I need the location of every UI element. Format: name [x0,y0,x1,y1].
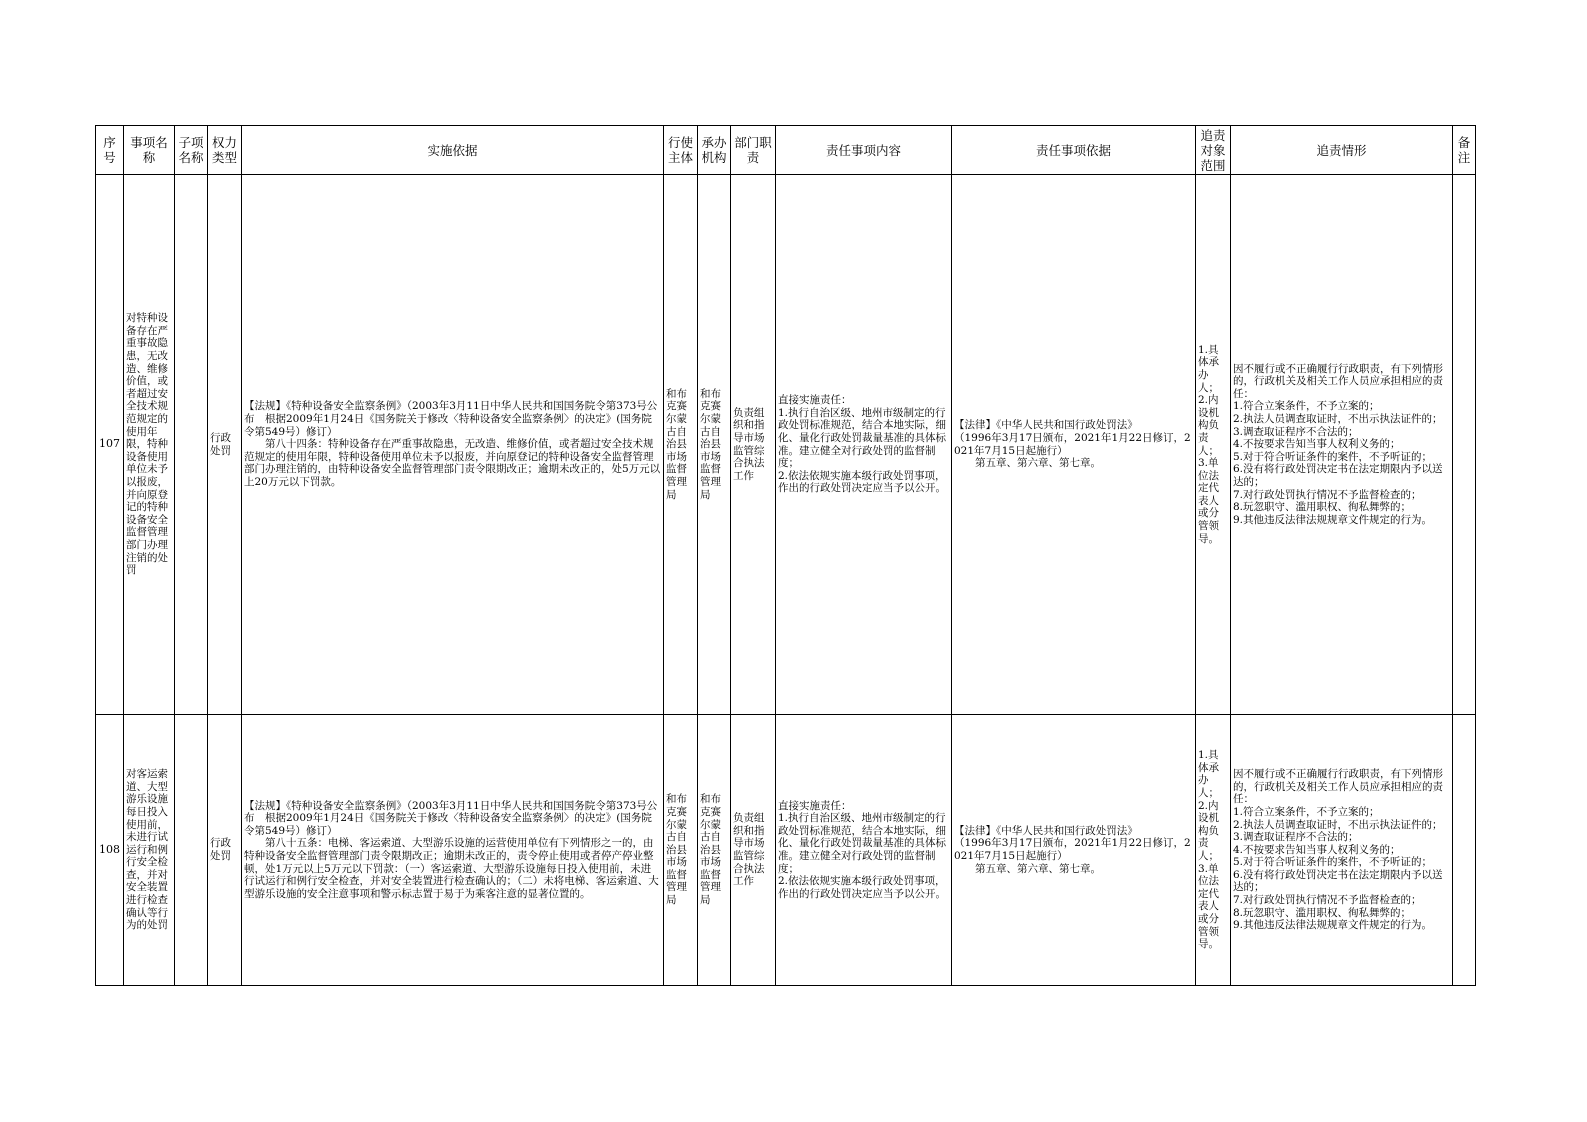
cell-scope: 1.具体承办人； 2.内设机构负责人； 3.单位法定代表人或分管领导。 [1196,175,1231,715]
cell-resp-basis: 【法律】《中华人民共和国行政处罚法》 （1996年3月17日颁布，2021年1月22日修订，2021年7月15日起施行） 第五章、第六章、第七章。 [952,175,1196,715]
cell-seq: 108 [96,715,124,986]
cell-subject: 和布克赛尔蒙古自治县市场监督管理局 [664,175,698,715]
cell-duty: 负责组织和指导市场监管综合执法工作 [731,175,776,715]
header-remark: 备注 [1453,126,1476,175]
cell-undertaker: 和布克赛尔蒙古自治县市场监督管理局 [698,175,731,715]
cell-subject: 和布克赛尔蒙古自治县市场监督管理局 [664,715,698,986]
cell-resp-basis: 【法律】《中华人民共和国行政处罚法》 （1996年3月17日颁布，2021年1月22日修订，2021年7月15日起施行） 第五章、第六章、第七章。 [952,715,1196,986]
cell-item-name: 对特种设备存在严重事故隐患，无改造、维修价值，或者超过安全技术规范规定的使用年限，特种设备使用单位未予以报废，并向原登记的特种设备安全监督管理部门办理注销的处罚 [124,175,175,715]
cell-resp-content: 直接实施责任： 1.执行自治区级、地州市级制定的行政处罚标准规范，结合本地实际，细化、量化行政处罚裁量基准的具体标准。建立健全对行政处罚的监督制度； 2.依法依规实施本级行政处罚事项，作出的行政处罚决定应当予以公开。 [776,175,952,715]
header-duty: 部门职责 [731,126,776,175]
responsibility-table [95,125,1476,986]
cell-resp-content: 直接实施责任： 1.执行自治区级、地州市级制定的行政处罚标准规范，结合本地实际，细化、量化行政处罚裁量基准的具体标准。建立健全对行政处罚的监督制度； 2.依法依规实施本级行政处罚事项，作出的行政处罚决定应当予以公开。 [776,715,952,986]
cell-sub-item [175,175,208,715]
cell-seq: 107 [96,175,124,715]
header-scope: 追责对象范围 [1196,126,1231,175]
cell-circumstances: 因不履行或不正确履行行政职责，有下列情形的，行政机关及相关工作人员应承担相应的责任： 1.符合立案条件，不予立案的； 2.执法人员调查取证时，不出示执法证件的； 3.调查取证程序不合法的； 4.不按要求告知当事人权利义务的； 5.对于符合听证条件的案件，不予听证的； 6.没有将行政处罚决定书在法定期限内予以送达的； 7.对行政处罚执行情况不予监督检查的； 8.玩忽职守、滥用职权、徇私舞弊的； 9.其他违反法律法规规章文件规定的行为。 [1231,175,1453,715]
header-power-type: 权力类型 [208,126,242,175]
header-row [96,126,1476,175]
header-subject: 行使主体 [664,126,698,175]
table-row [96,175,1476,715]
header-circumstances: 追责情形 [1231,126,1453,175]
header-resp-content: 责任事项内容 [776,126,952,175]
header-sub-item: 子项名称 [175,126,208,175]
cell-remark [1453,175,1476,715]
cell-remark [1453,715,1476,986]
cell-duty: 负责组织和指导市场监管综合执法工作 [731,715,776,986]
cell-scope: 1.具体承办人； 2.内设机构负责人； 3.单位法定代表人或分管领导。 [1196,715,1231,986]
cell-undertaker: 和布克赛尔蒙古自治县市场监督管理局 [698,715,731,986]
cell-power-type: 行政处罚 [208,175,242,715]
header-seq: 序号 [96,126,124,175]
cell-circumstances: 因不履行或不正确履行行政职责，有下列情形的，行政机关及相关工作人员应承担相应的责任： 1.符合立案条件，不予立案的； 2.执法人员调查取证时，不出示执法证件的； 3.调查取证程序不合法的； 4.不按要求告知当事人权利义务的； 5.对于符合听证条件的案件，不予听证的； 6.没有将行政处罚决定书在法定期限内予以送达的； 7.对行政处罚执行情况不予监督检查的； 8.玩忽职守、滥用职权、徇私舞弊的； 9.其他违反法律法规规章文件规定的行为。 [1231,715,1453,986]
cell-basis: 【法规】《特种设备安全监察条例》（2003年3月11日中华人民共和国国务院令第373号公布 根据2009年1月24日《国务院关于修改〈特种设备安全监察条例〉的决定》(国务院令第549号）修订） 第八十五条：电梯、客运索道、大型游乐设施的运营使用单位有下列情形之一的，由特种设备安全监督管理部门责令限期改正；逾期未改正的，责令停止使用或者停产停业整顿，处1万元以上5万元以下罚款：（一）客运索道、大型游乐设施每日投入使用前，未进行试运行和例行安全检查，并对安全装置进行检查确认的；（二）未将电梯、客运索道、大型游乐设施的安全注意事项和警示标志置于易于为乘客注意的显著位置的。 [242,715,664,986]
header-resp-basis: 责任事项依据 [952,126,1196,175]
cell-sub-item [175,715,208,986]
cell-power-type: 行政处罚 [208,715,242,986]
header-item-name: 事项名称 [124,126,175,175]
cell-basis: 【法规】《特种设备安全监察条例》（2003年3月11日中华人民共和国国务院令第373号公布 根据2009年1月24日《国务院关于修改〈特种设备安全监察条例〉的决定》(国务院令第549号）修订） 第八十四条：特种设备存在严重事故隐患，无改造、维修价值，或者超过安全技术规范规定的使用年限，特种设备使用单位未予以报废，并向原登记的特种设备安全监督管理部门办理注销的，由特种设备安全监督管理部门责令限期改正；逾期未改正的，处5万元以上20万元以下罚款。 [242,175,664,715]
cell-item-name: 对客运索道、大型游乐设施每日投入使用前，未进行试运行和例行安全检查，并对安全装置进行检查确认等行为的处罚 [124,715,175,986]
header-undertaker: 承办机构 [698,126,731,175]
header-basis: 实施依据 [242,126,664,175]
table-row [96,715,1476,986]
